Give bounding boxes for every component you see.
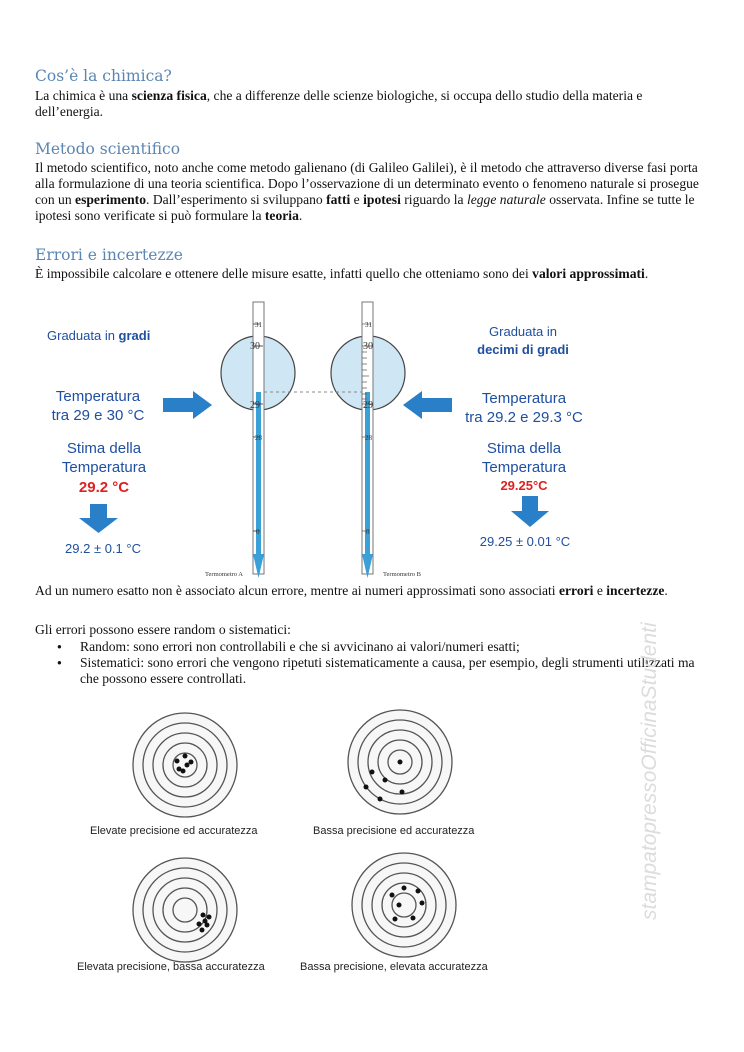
paragraph-tipi-errori: Gli errori possono essere random o sistematici: xyxy=(35,622,291,637)
right-stima-2: Temperatura xyxy=(481,459,567,476)
bullet-random: ● Random: sono errori non controllabili e che si avvicinano ai valori/numeri esatti; xyxy=(35,639,715,655)
thermo-b-label: Termometro B xyxy=(383,571,421,578)
tick-b-28: 28 xyxy=(365,434,372,442)
tick-b-31: 31 xyxy=(365,321,372,329)
tick-a-29: 29 xyxy=(250,400,260,411)
right-grad-1: Graduata in xyxy=(489,324,557,339)
target-4 xyxy=(352,853,456,957)
paragraph-errori: È impossibile calcolare e ottenere delle misure esatte, infatti quello che otteniamo sono dei valori approssimati. xyxy=(35,266,649,281)
target-1 xyxy=(133,713,237,817)
target-2 xyxy=(348,710,452,814)
paragraph-errori-incertezze: Ad un numero esatto non è associato alcun errore, mentre ai numeri approssimati sono associati errori e incertezze. xyxy=(35,583,668,598)
left-stima-1: Stima della xyxy=(66,440,142,457)
thermo-a-label: Termometro A xyxy=(205,571,243,578)
bullet-sistematici: ● Sistematici: sono errori che vengono ripetuti sistematicamente a causa, per esempio, degli strumenti utilizzati ma che possono essere controllati. xyxy=(35,655,715,687)
tick-b-0: 0 xyxy=(366,528,370,536)
left-result: 29.2 ± 0.1 °C xyxy=(65,541,141,556)
left-grad-text: Graduata in xyxy=(47,328,119,343)
heading-metodo: Metodo scientifico xyxy=(35,140,181,158)
paragraph-chimica: La chimica è una scienza fisica, che a differenze delle scienze biologiche, si occupa dello studio della materia e dell’energia. xyxy=(35,88,643,119)
caption-target-4: Bassa precisione, elevata accuratezza xyxy=(300,961,488,973)
right-value: 29.25°C xyxy=(500,478,548,493)
right-grad-2: decimi di gradi xyxy=(477,342,569,357)
target-3 xyxy=(133,858,237,962)
tick-a-28: 28 xyxy=(255,434,262,442)
left-temp-2: tra 29 e 30 °C xyxy=(51,407,145,424)
right-temp-1: Temperatura xyxy=(481,390,567,407)
left-temp-1: Temperatura xyxy=(55,388,141,405)
tick-a-30: 30 xyxy=(250,341,260,352)
right-temp-2: tra 29.2 e 29.3 °C xyxy=(465,409,583,426)
right-result: 29.25 ± 0.01 °C xyxy=(479,534,571,549)
tick-a-31: 31 xyxy=(255,321,262,329)
tick-b-29: 29 xyxy=(363,400,373,411)
caption-target-3: Elevata precisione, bassa accuratezza xyxy=(77,961,265,973)
left-stima-2: Temperatura xyxy=(61,459,147,476)
right-stima-1: Stima della xyxy=(486,440,562,457)
paragraph-metodo: Il metodo scientifico, noto anche come metodo galienano (di Galileo Galilei), è il metodo che attraverso diverse fasi porta alla formulazione di una teoria scientifica. Dopo l’osservazione di un determinato evento o fenomeno naturale si prosegue con un esperimento. Dall’esperimento si sviluppano fatti e ipotesi riguardo la legge naturale osservata. Infine se tutte le ipotesi sono verificate si può formulare la teoria. xyxy=(35,160,699,223)
left-grad-bold: gradi xyxy=(118,328,151,343)
caption-target-2: Bassa precisione ed accuratezza xyxy=(313,825,475,837)
tick-b-30: 30 xyxy=(363,341,373,352)
left-value: 29.2 °C xyxy=(78,479,130,496)
tick-a-0: 0 xyxy=(256,528,260,536)
heading-chimica: Cos’è la chimica? xyxy=(35,67,172,85)
caption-target-1: Elevate precisione ed accuratezza xyxy=(90,825,258,837)
heading-errori: Errori e incertezze xyxy=(35,246,183,264)
watermark: stampatopressoOfficinaStudenti xyxy=(638,622,661,920)
